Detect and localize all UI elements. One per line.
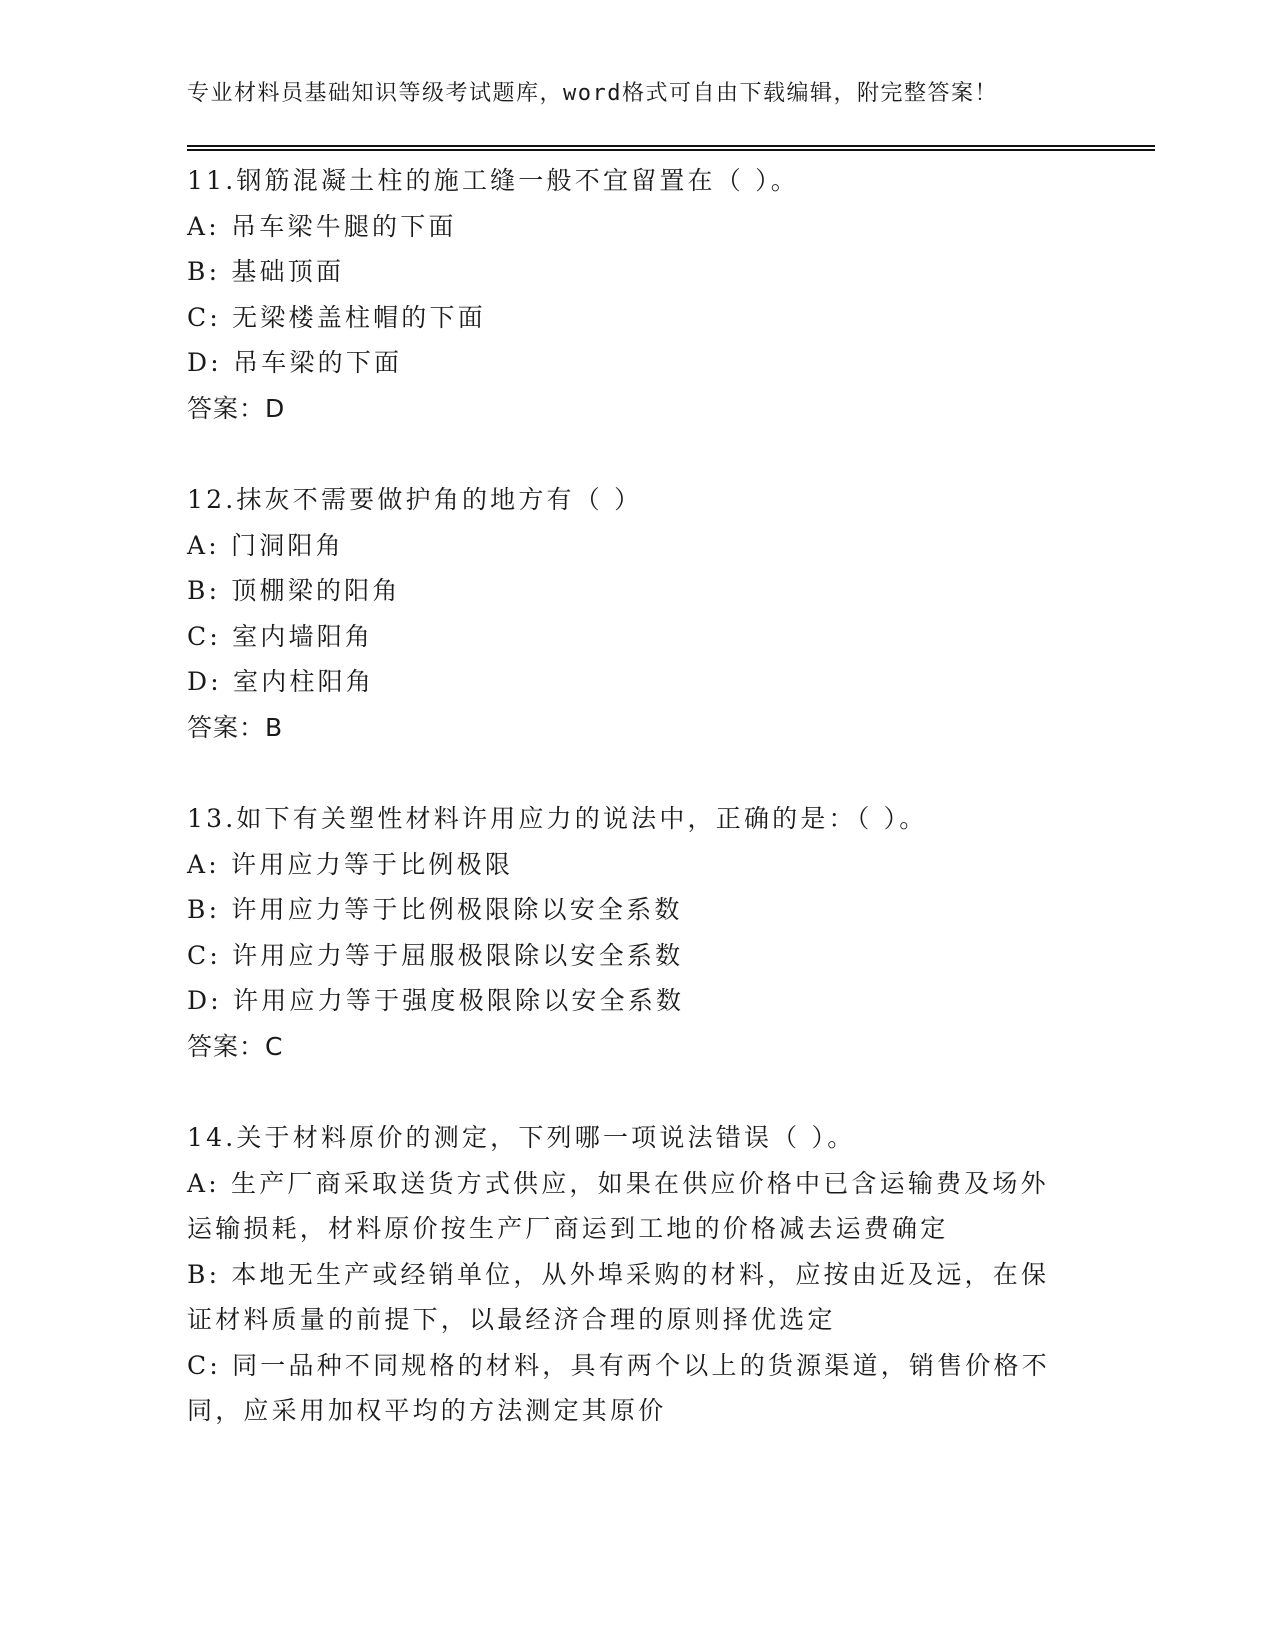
answer-text: 答案：D <box>187 393 286 423</box>
option-c: C: 许用应力等于屈服极限除以安全系数 <box>187 940 684 970</box>
question-item <box>187 158 1067 431</box>
option-c: C: 室内墙阳角 <box>187 621 374 651</box>
option-d: D: 室内柱阳角 <box>187 667 375 696</box>
option-b: B: 顶棚梁的阳角 <box>187 576 401 605</box>
option-a: A: 吊车梁牛腿的下面 <box>187 211 457 241</box>
option-a: A: 生产厂商采取送货方式供应，如果在供应价格中已含运输费及场外运输损耗，材料原价按生产厂商运到工地的价格减去运费确定 <box>187 1168 1049 1243</box>
option-c: C: 无梁楼盖柱帽的下面 <box>187 302 486 332</box>
question-item <box>187 796 1067 1069</box>
option-a: A: 许用应力等于比例极限 <box>187 849 514 879</box>
option-b: B: 许用应力等于比例极限除以安全系数 <box>187 895 683 924</box>
option-d: D: 吊车梁的下面 <box>187 348 403 377</box>
option-c: C: 同一品种不同规格的材料，具有两个以上的货源渠道，销售价格不同，应采用加权平均的方法测定其原价 <box>187 1350 1050 1425</box>
option-d: D: 许用应力等于强度极限除以安全系数 <box>187 986 685 1015</box>
header-divider <box>187 145 1155 151</box>
question-item <box>187 477 1067 750</box>
option-b: B: 基础顶面 <box>187 257 345 286</box>
question-list <box>187 158 1067 1480</box>
answer-text: 答案：C <box>187 1031 284 1061</box>
option-a: A: 门洞阳角 <box>187 530 344 560</box>
question-stem: 11.钢筋混凝土柱的施工缝一般不宜留置在（ ）。 <box>187 166 800 195</box>
answer-text: 答案：B <box>187 712 284 742</box>
question-stem: 12.抹灰不需要做护角的地方有（ ） <box>187 485 643 514</box>
page-header-title: 专业材料员基础知识等级考试题库，word格式可自由下载编辑，附完整答案！ <box>187 81 998 106</box>
question-item <box>187 1115 1067 1434</box>
question-stem: 13.如下有关塑性材料许用应力的说法中，正确的是：（ ）。 <box>187 804 928 833</box>
question-stem: 14.关于材料原价的测定，下列哪一项说法错误（ ）。 <box>187 1123 856 1152</box>
option-b: B: 本地无生产或经销单位，从外埠采购的材料，应按由近及远，在保证材料质量的前提下，以最经济合理的原则择优选定 <box>187 1259 1050 1334</box>
